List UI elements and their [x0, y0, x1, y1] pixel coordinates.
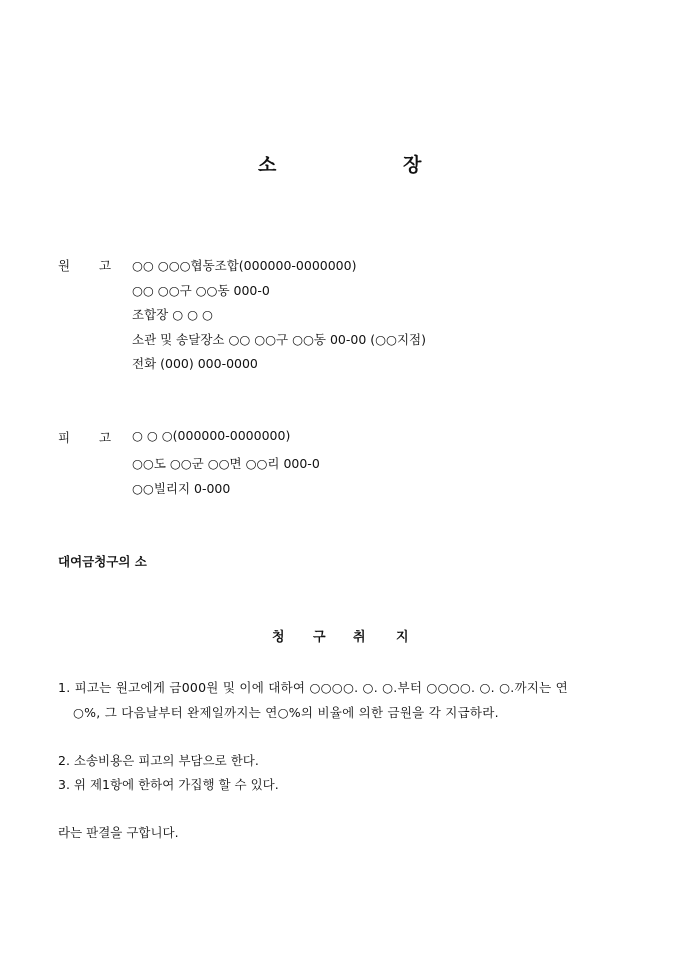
claim-item-1-line-1: 1. 피고는 원고에게 금000원 및 이에 대하여 ○○○○. ○. ○.부터 ○○○○. ○. ○.까지는 연 [58, 680, 568, 695]
defendant-building: ○○빌리지 0-000 [132, 481, 231, 496]
plaintiff-representative: 조합장 ○ ○ ○ [132, 307, 213, 322]
defendant-address: ○○도 ○○군 ○○면 ○○리 000-0 [132, 456, 320, 471]
case-name: 대여금청구의 소 [58, 554, 147, 569]
claim-heading-char-2: 구 [313, 630, 326, 645]
claim-item-3: 3. 위 제1항에 한하여 가집행 할 수 있다. [58, 777, 279, 792]
claim-heading-char-3: 취 [353, 630, 366, 645]
plaintiff-label-left: 원 [58, 258, 71, 273]
defendant-label-right: 고 [99, 430, 112, 445]
closing-sentence: 라는 판결을 구합니다. [58, 825, 179, 840]
title-char-right: 장 [403, 154, 422, 176]
defendant-name: ○ ○ ○(000000-0000000) [132, 428, 291, 443]
claim-item-1-line-2: ○%, 그 다음날부터 완제일까지는 연○%의 비율에 의한 금원을 각 지급하라. [73, 705, 499, 720]
plaintiff-service-address: 소관 및 송달장소 ○○ ○○구 ○○동 00-00 (○○지점) [132, 332, 426, 347]
defendant-label-left: 피 [58, 430, 71, 445]
claim-heading-char-4: 지 [396, 630, 409, 645]
plaintiff-phone: 전화 (000) 000-0000 [132, 356, 258, 371]
plaintiff-address: ○○ ○○구 ○○동 000-0 [132, 283, 270, 298]
plaintiff-name: ○○ ○○○협동조합(000000-0000000) [132, 258, 357, 273]
plaintiff-label-right: 고 [99, 258, 112, 273]
claim-heading-char-1: 청 [272, 630, 285, 645]
title-char-left: 소 [258, 154, 277, 176]
claim-item-2: 2. 소송비용은 피고의 부담으로 한다. [58, 753, 259, 768]
